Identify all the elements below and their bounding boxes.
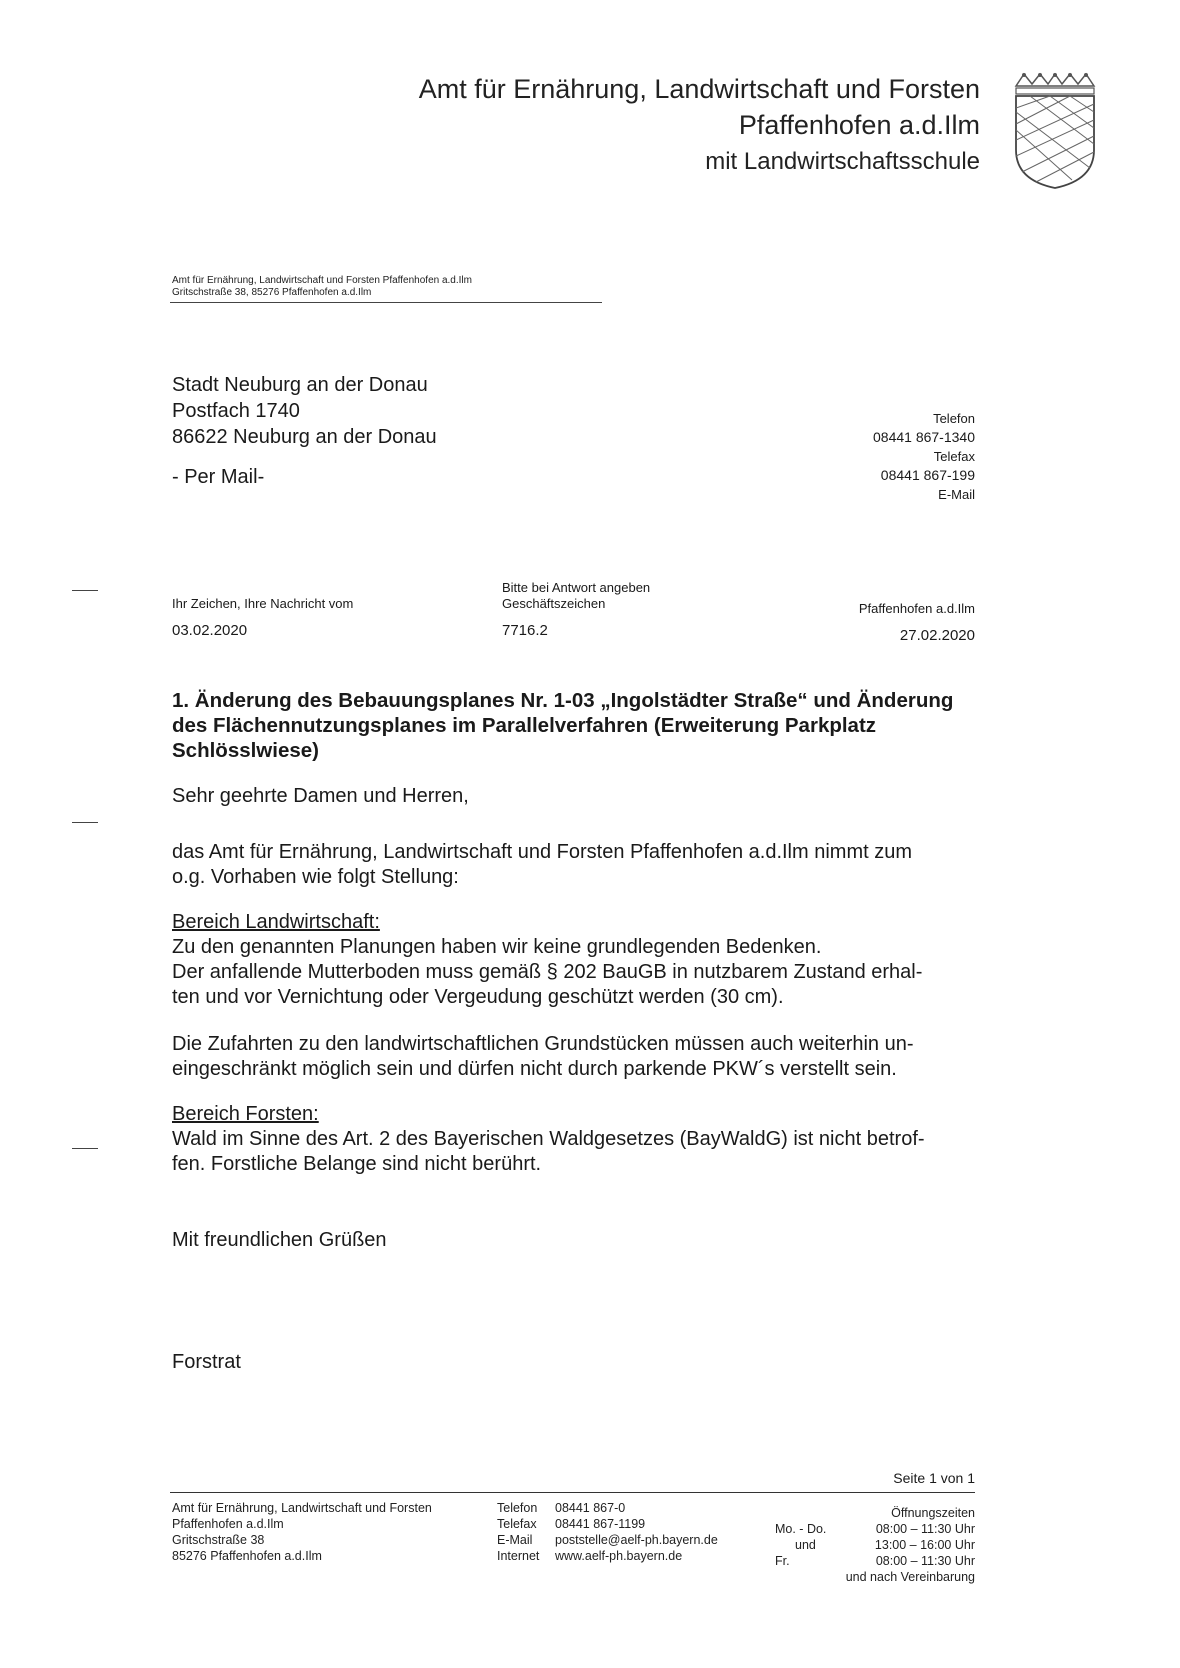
footer-city: 85276 Pfaffenhofen a.d.Ilm [172, 1549, 322, 1563]
footer-org-2: Pfaffenhofen a.d.Ilm [172, 1517, 284, 1531]
footer-email[interactable]: poststelle@aelf-ph.bayern.de [555, 1533, 718, 1547]
hours-row2-day: und [795, 1538, 816, 1552]
authority-location: Pfaffenhofen a.d.Ilm [738, 110, 980, 140]
footer-street: Gritschstraße 38 [172, 1533, 265, 1547]
footer-divider [170, 1492, 975, 1493]
recipient-name: Stadt Neuburg an der Donau [172, 374, 428, 396]
authority-name: Amt für Ernährung, Landwirtschaft und Forsten [418, 74, 980, 104]
closing: Mit freundlichen Grüßen [172, 1229, 387, 1251]
footer-fax: 08441 867-1199 [555, 1517, 646, 1531]
letter-date: 27.02.2020 [899, 627, 975, 644]
agriculture-line-2: Der anfallende Mutterboden muss gemäß § 202 BauGB in nutzbarem Zustand erhal- [172, 961, 923, 983]
phone-number: 08441 867-1340 [873, 429, 975, 445]
intro-paragraph [172, 840, 972, 890]
salutation: Sehr geehrte Damen und Herren, [172, 785, 469, 807]
your-reference-value: 03.02.2020 [172, 622, 248, 639]
authority-subtitle: mit Landwirtschaftsschule [705, 148, 980, 175]
opening-hours [775, 1505, 975, 1585]
footer-website[interactable]: www.aelf-ph.bayern.de [555, 1549, 683, 1563]
subject-line-2: des Flächennutzungsplanes im Parallelverfahren (Erweiterung Parkplatz [172, 714, 877, 737]
punch-mark [72, 822, 98, 823]
sender-line-1: Amt für Ernährung, Landwirtschaft und Forsten Pfaffenhofen a.d.Ilm [172, 275, 472, 286]
access-paragraph [172, 1032, 972, 1082]
forestry-line-2: fen. Forstliche Belange sind nicht berührt. [172, 1153, 542, 1175]
fax-number: 08441 867-199 [880, 467, 975, 483]
hours-row3-time: 08:00 – 11:30 Uhr [875, 1554, 975, 1568]
footer-contact [497, 1500, 718, 1564]
place: Pfaffenhofen a.d.Ilm [858, 601, 975, 616]
forestry-line-1: Wald im Sinne des Art. 2 des Bayerischen Waldgesetzes (BayWaldG) ist nicht betrof- [172, 1128, 925, 1150]
subject [172, 688, 992, 763]
access-line-2: eingeschränkt möglich sein und dürfen nicht durch parkende PKW´s verstellt sein. [172, 1058, 897, 1080]
footer-phone: 08441 867-0 [555, 1501, 626, 1515]
fax-label: Telefax [933, 449, 975, 464]
our-reference-label-2: Geschäftszeichen [502, 596, 606, 611]
page-number: Seite 1 von 1 [893, 1470, 975, 1486]
recipient-city: 86622 Neuburg an der Donau [172, 426, 437, 448]
fold-mark-bottom [72, 1148, 98, 1149]
signatory-title: Forstrat [172, 1351, 241, 1373]
footer-address [172, 1500, 432, 1564]
forestry-section [172, 1102, 972, 1177]
hours-title: Öffnungszeiten [891, 1506, 975, 1520]
footer-fax-label: Telefax [497, 1517, 537, 1531]
our-reference-label-1: Bitte bei Antwort angeben [502, 580, 651, 595]
recipient-address [172, 372, 437, 450]
sender-divider [170, 302, 602, 303]
coat-of-arms-icon [1010, 72, 1100, 190]
agriculture-section [172, 910, 972, 1010]
access-line-1: Die Zufahrten zu den landwirtschaftlichen Grundstücken müssen auch weiterhin un- [172, 1033, 914, 1055]
footer-web-label: Internet [497, 1549, 540, 1563]
delivery-method: - Per Mail- [172, 466, 265, 488]
agriculture-line-1: Zu den genannten Planungen haben wir keine grundlegenden Bedenken. [172, 936, 822, 958]
intro-line-1: das Amt für Ernährung, Landwirtschaft und Forsten Pfaffenhofen a.d.Ilm nimmt zum [172, 841, 912, 863]
footer-email-label: E-Mail [497, 1533, 533, 1547]
hours-row1-day: Mo. - Do. [775, 1522, 827, 1536]
footer-org-1: Amt für Ernährung, Landwirtschaft und Forsten [172, 1501, 432, 1515]
hours-row3-day: Fr. [775, 1554, 790, 1568]
hours-row2-time: 13:00 – 16:00 Uhr [874, 1538, 975, 1552]
your-reference-label: Ihr Zeichen, Ihre Nachricht vom [172, 596, 354, 611]
contact-block [873, 410, 975, 504]
sender-line-2: Gritschstraße 38, 85276 Pfaffenhofen a.d.Ilm [172, 287, 372, 298]
footer-phone-label: Telefon [497, 1501, 538, 1515]
hours-row1-time: 08:00 – 11:30 Uhr [875, 1522, 975, 1536]
intro-line-2: o.g. Vorhaben wie folgt Stellung: [172, 866, 459, 888]
agriculture-heading: Bereich Landwirtschaft: [172, 911, 380, 933]
our-reference-label [502, 580, 650, 612]
subject-line-1: 1. Änderung des Bebauungsplanes Nr. 1-03 „Ingolstädter Straße“ und Änderung [172, 689, 954, 712]
sender-return-address [172, 275, 472, 299]
agriculture-line-3: ten und vor Vernichtung oder Vergeudung geschützt werden (30 cm). [172, 986, 784, 1008]
fold-mark-top [72, 590, 98, 591]
hours-note: und nach Vereinbarung [845, 1570, 975, 1584]
email-label: E-Mail [938, 487, 975, 502]
our-reference-value: 7716.2 [502, 622, 548, 639]
recipient-po-box: Postfach 1740 [172, 400, 300, 422]
subject-line-3: Schlösslwiese) [172, 739, 319, 762]
forestry-heading: Bereich Forsten: [172, 1103, 319, 1125]
phone-label: Telefon [933, 411, 975, 426]
